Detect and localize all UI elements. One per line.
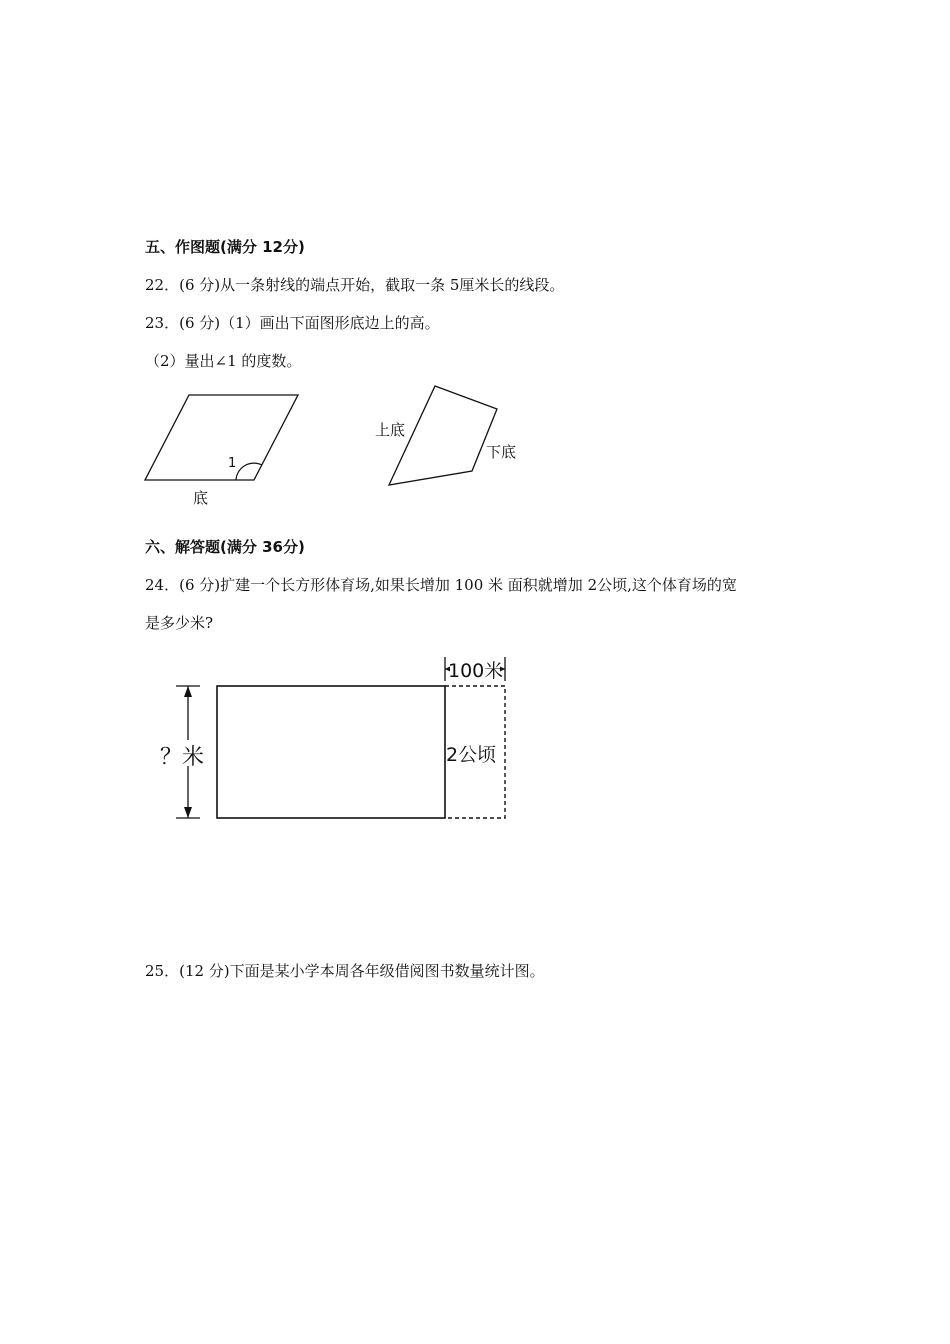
section-6-heading: 六、解答题(满分 36分) (145, 538, 305, 556)
angle-1-label: 1 (228, 456, 237, 471)
arrow-up-icon (184, 686, 192, 697)
trapezoid-shape (389, 386, 497, 485)
parallelogram-shape (145, 395, 298, 480)
width-label: ？米 (160, 745, 205, 770)
bottom-base-label: 下底 (486, 443, 517, 461)
base-label: 底 (193, 489, 209, 507)
rectangle-figure (158, 656, 505, 818)
section-5-heading: 五、作图题(满分 12分) (145, 238, 305, 256)
area-label: 2公顷 (446, 744, 497, 766)
question-22: 22．(6 分)从一条射线的端点开始，截取一条 5厘米长的线段。 (145, 276, 565, 294)
arrow-down-icon (184, 807, 192, 818)
question-23-part2: （2）量出∠1 的度数。 (145, 352, 302, 370)
question-25: 25．(12 分)下面是某小学本周各年级借阅图书数量统计图。 (145, 962, 545, 980)
question-24-line1: 24．(6 分)扩建一个长方形体育场,如果长增加 100 米 面积就增加 2公顷,这个体育场的宽 (145, 576, 737, 594)
field-rectangle (217, 686, 445, 818)
extension-label: 100米 (448, 660, 504, 682)
question-24-line2: 是多少米? (145, 614, 214, 632)
parallelogram-figure (145, 395, 298, 507)
top-base-label: 上底 (375, 421, 406, 439)
trapezoid-figure (375, 386, 516, 485)
question-23-part1: 23．(6 分)（1）画出下面图形底边上的高。 (145, 314, 440, 332)
